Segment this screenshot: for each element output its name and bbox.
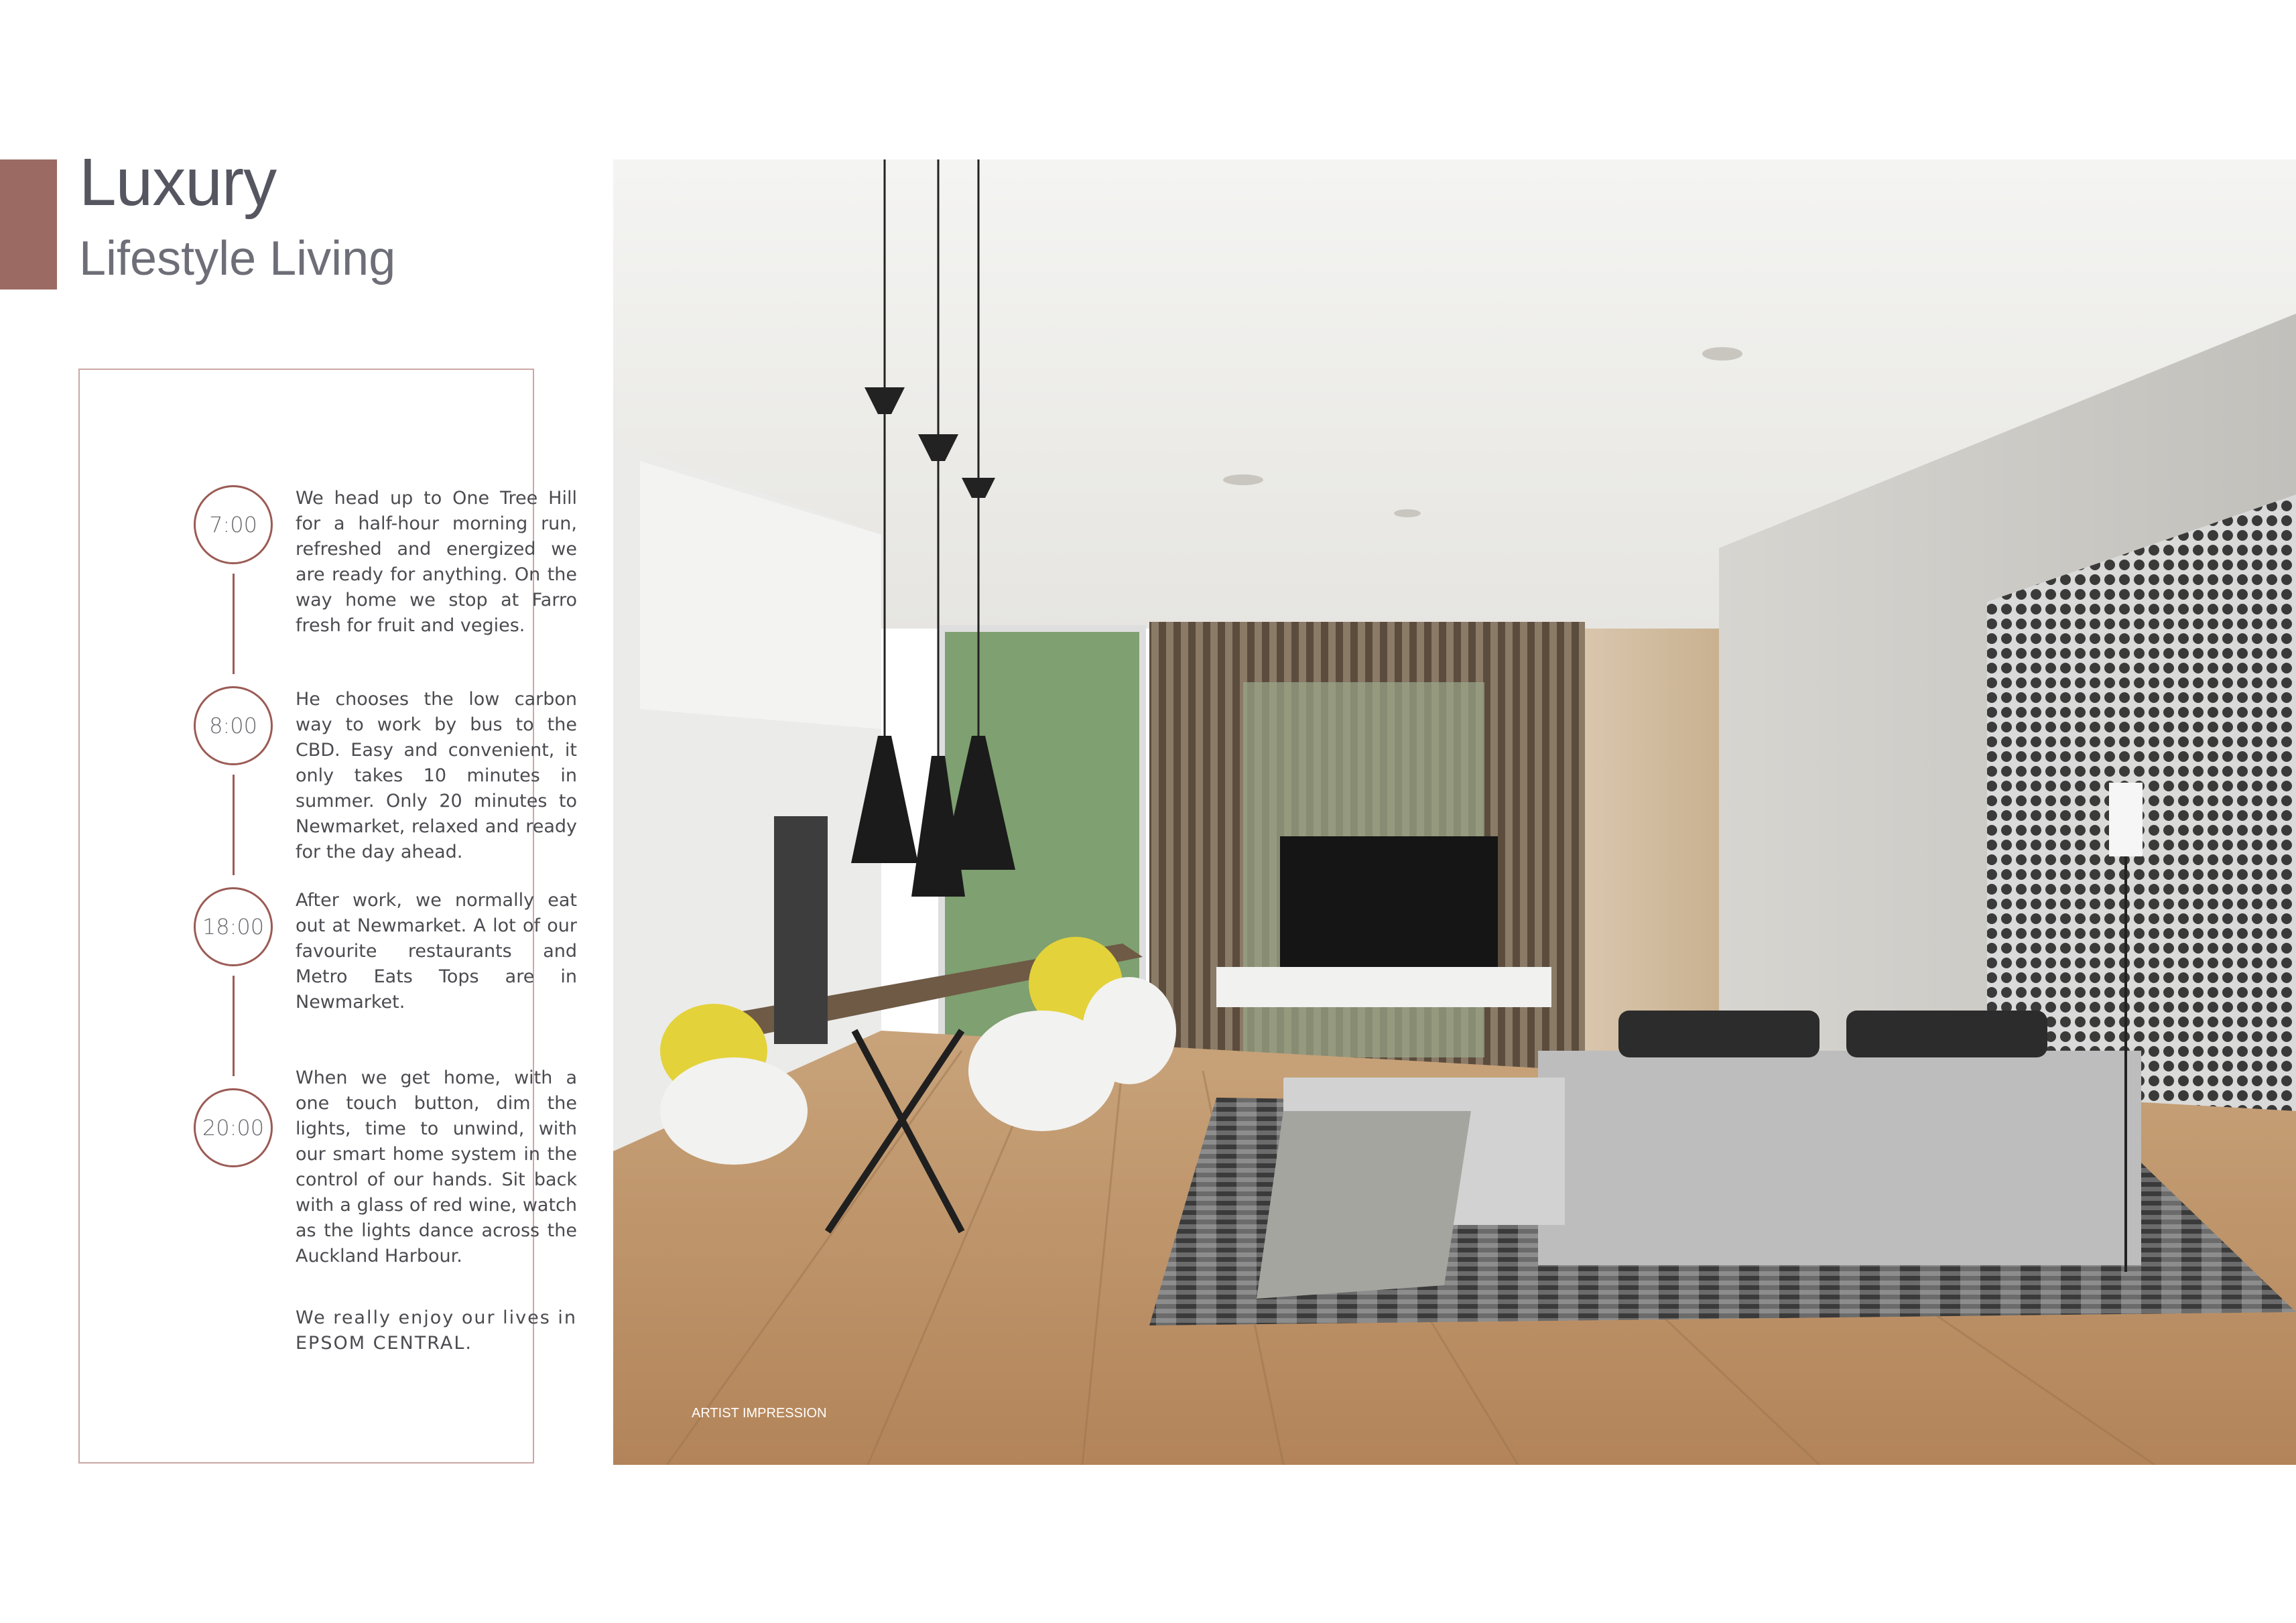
timeline-connector	[233, 775, 235, 875]
timeline-panel	[78, 369, 578, 1464]
timeline-entry-text: He chooses the low carbon way to work by bus to the CBD. Easy and convenient, it only takes 10 minutes in summer. Only 20 minutes to Newmarket, relaxed and ready for the day ahead.	[296, 689, 577, 862]
time-badge: 7:00	[194, 485, 273, 564]
time-badge: 8:00	[194, 686, 273, 765]
timeline-entry-text: When we get home, with a one touch button, dim the lights, time to unwind, with our smart home system in the control of our hands. Sit back with a glass of red wine, watch as the lights dance across the Auckland Harbour.	[296, 1067, 577, 1267]
time-badge: 20:00	[194, 1088, 273, 1167]
accent-bar	[0, 159, 57, 289]
time-badge: 18:00	[194, 887, 273, 966]
page-subtitle: Lifestyle Living	[79, 232, 396, 285]
timeline-connector	[233, 574, 235, 674]
timeline-entry-text: After work, we normally eat out at Newmarket. A lot of our favourite restaurants and Metro Eats Tops are in Newmarket.	[296, 890, 577, 1013]
interior-photo	[613, 159, 2296, 1465]
timeline-entry-text: We head up to One Tree Hill for a half-hour morning run, refreshed and energized we are ready for anything. On the way home we stop at Farro fresh for fruit and vegies.	[296, 488, 577, 636]
timeline-connector	[233, 976, 235, 1076]
image-caption: ARTIST IMPRESSION	[692, 1406, 827, 1421]
closing-statement: We really enjoy our lives in EPSOM CENTRAL.	[296, 1307, 578, 1354]
page-title: Luxury	[79, 145, 277, 220]
